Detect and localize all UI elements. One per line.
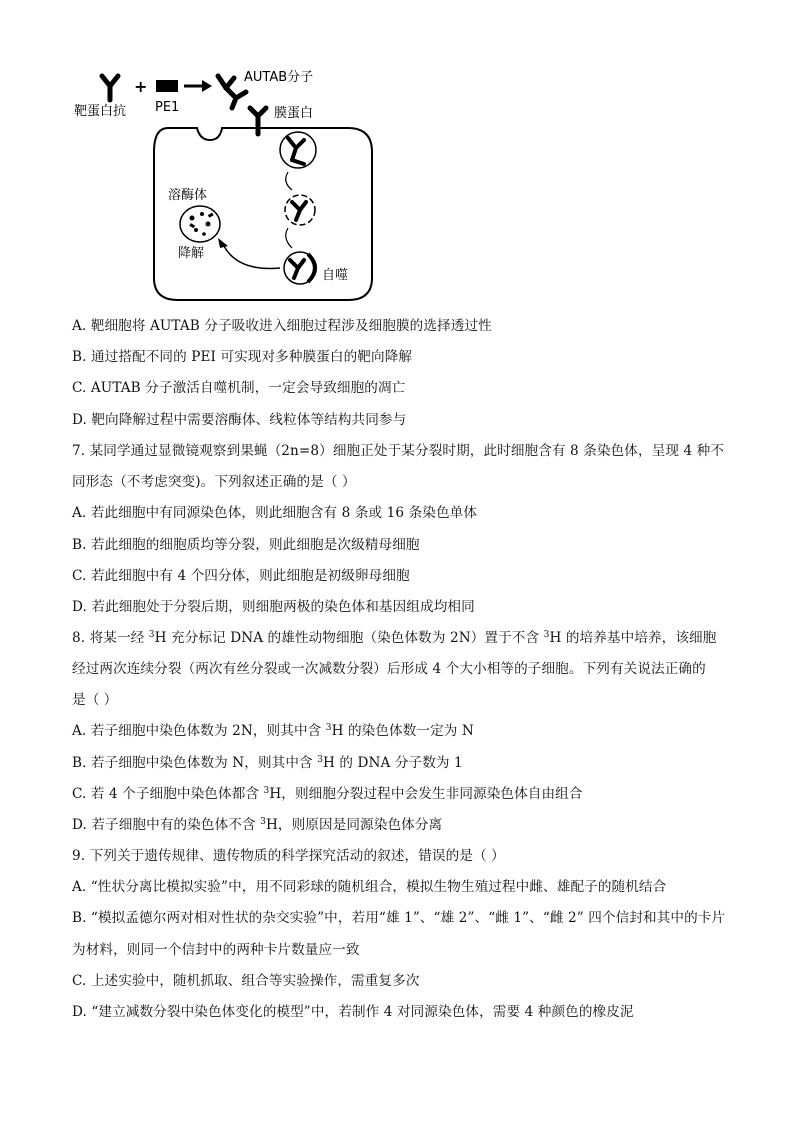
membrane-protein-icon	[250, 108, 266, 134]
q7-stem-line-1: 7. 某同学通过显微镜观察到果蝇（2n=8）细胞正处于某分裂时期，此时细胞含有 8 条染色体，呈现 4 种不	[72, 443, 725, 459]
svg-text:+: +	[134, 77, 148, 96]
q8-stem-part: H 的培养基中培养，该细胞	[549, 630, 717, 646]
q9-stem: 9. 下列关于遗传规律、遗传物质的科学探究活动的叙述，错误的是（ ）	[72, 848, 505, 864]
q8-option-c	[72, 784, 583, 804]
q8-stem-part: H 充分标记 DNA 的雄性动物细胞（染色体数为 2N）置于不含	[154, 630, 544, 646]
q6-option-a: A. 靶细胞将 AUTAB 分子吸收进入细胞过程涉及细胞膜的选择透过性	[72, 318, 492, 334]
diagram-graphic	[60, 60, 400, 310]
q8-option-part: A. 若子细胞中染色体数为 2N，则其中含	[72, 723, 326, 739]
superscript: 3	[263, 786, 270, 796]
arrow-icon	[184, 80, 212, 92]
q6-option-d: D. 靶向降解过程中需要溶酶体、线粒体等结构共同参与	[72, 412, 407, 428]
q8-stem-line-2: 经过两次连续分裂（两次有丝分裂或一次减数分裂）后形成 4 个大小相等的子细胞。下列有关说法正确的	[72, 661, 706, 677]
q8-stem-line-1	[72, 628, 716, 648]
superscript: 3	[148, 630, 155, 640]
q8-option-part: H，则原因是同源染色体分离	[265, 817, 443, 833]
q8-option-part: D. 若子细胞中有的染色体不含	[72, 817, 261, 833]
q9-option-d: D. “建立减数分裂中染色体变化的模型”中，若制作 4 对同源染色体，需要 4 种颜色的橡皮泥	[72, 1004, 634, 1020]
superscript: 3	[543, 630, 550, 640]
q7-stem-line-2: 同形态（不考虑突变)。下列叙述正确的是（ ）	[72, 474, 356, 490]
q8-stem-part: 8. 将某一经	[72, 630, 149, 646]
q7-option-b: B. 若此细胞的细胞质均等分裂，则此细胞是次级精母细胞	[72, 537, 420, 553]
label-target-antibody: 靶蛋白抗	[74, 104, 127, 119]
superscript: 3	[260, 817, 266, 827]
superscript: 3	[317, 755, 324, 765]
q7-option-a: A. 若此细胞中有同源染色体，则此细胞含有 8 条或 16 条染色单体	[72, 505, 478, 521]
label-pe1: PE1	[155, 100, 180, 115]
q8-option-part: H，则细胞分裂过程中会发生非同源染色体自由组合	[269, 786, 583, 802]
label-degrade: 降解	[178, 246, 205, 261]
q8-option-d	[72, 815, 442, 835]
q8-option-part: H 的染色体数一定为 N	[331, 723, 474, 739]
q7-option-c: C. 若此细胞中有 4 个四分体，则此细胞是初级卵母细胞	[72, 568, 410, 584]
q8-option-b	[72, 753, 463, 773]
q9-option-c: C. 上述实验中，随机抓取、组合等实验操作，需重复多次	[72, 973, 420, 989]
q6-option-b: B. 通过搭配不同的 PEI 可实现对多种膜蛋白的靶向降解	[72, 349, 413, 365]
q9-option-b-line-2: 为材料，则同一个信封中的两种卡片数量应一致	[72, 942, 360, 958]
autab-diagram	[60, 60, 400, 310]
q8-option-a	[72, 721, 474, 741]
q8-stem-line-3: 是（ ）	[72, 692, 118, 708]
label-autophagy: 自噬	[322, 268, 349, 283]
antibody-icon	[102, 76, 118, 100]
superscript: 3	[325, 723, 332, 733]
q8-option-part: C. 若 4 个子细胞中染色体都含	[72, 786, 264, 802]
autab-molecule-icon	[218, 76, 246, 108]
label-lysosome: 溶酶体	[168, 188, 208, 203]
label-autab: AUTAB分子	[244, 70, 314, 85]
q7-option-d: D. 若此细胞处于分裂后期，则细胞两极的染色体和基因组成均相同	[72, 599, 475, 615]
label-membrane-protein: 膜蛋白	[274, 106, 314, 121]
lysosome	[180, 206, 220, 242]
q9-option-b-line-1: B. “模拟孟德尔两对相对性状的杂交实验”中，若用“雄 1”、“雄 2”、“雌 1”、“雌 2” 四个信封和其中的卡片	[72, 910, 726, 926]
q6-option-c: C. AUTAB 分子激活自噬机制，一定会导致细胞的凋亡	[72, 380, 406, 396]
pe1-block	[156, 80, 178, 92]
q8-option-part: H 的 DNA 分子数为 1	[323, 755, 463, 771]
q8-option-part: B. 若子细胞中染色体数为 N，则其中含	[72, 755, 318, 771]
q9-option-a: A. “性状分离比模拟实验”中，用不同彩球的随机组合，模拟生物生殖过程中雌、雄配子的随机结合	[72, 879, 667, 895]
